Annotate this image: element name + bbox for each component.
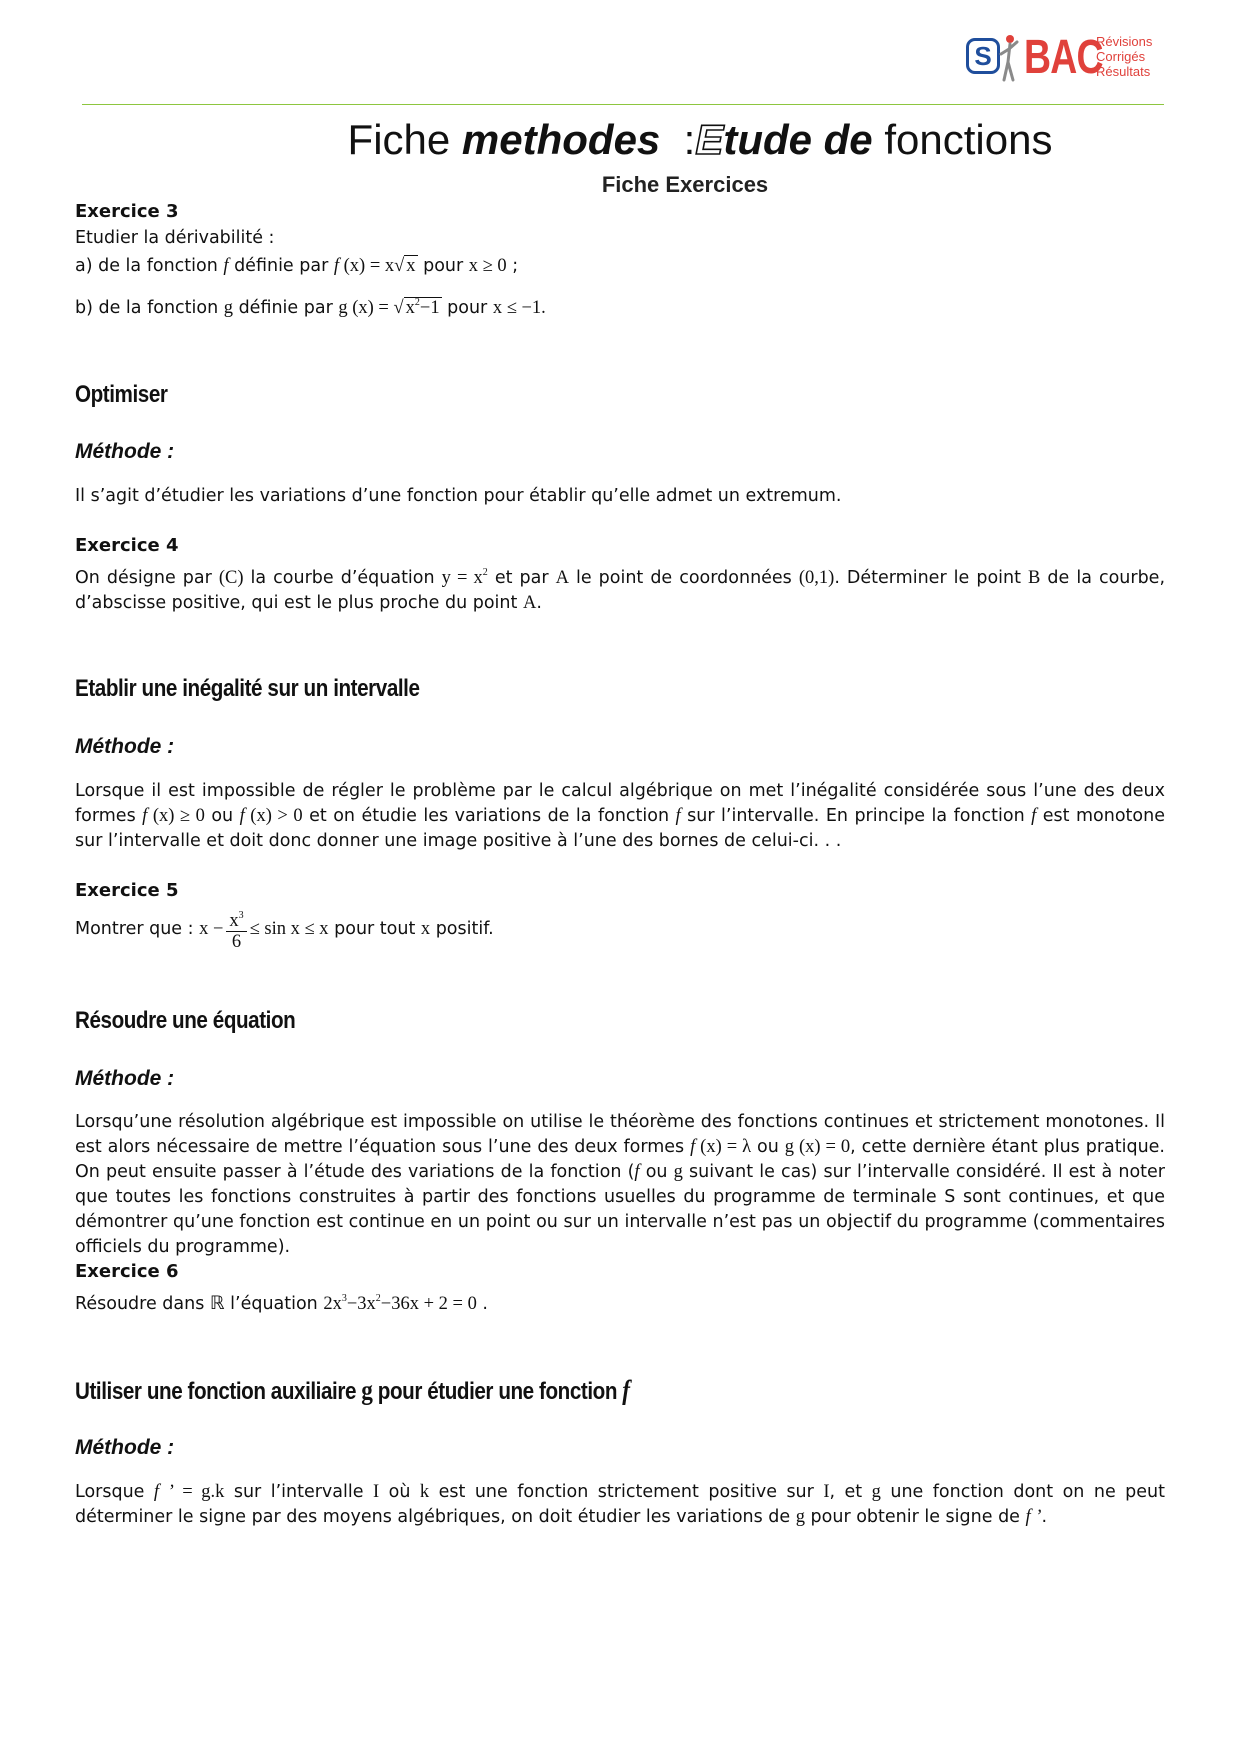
math: −3x — [346, 1294, 376, 1314]
text: pour tout — [328, 919, 421, 939]
math: x − — [199, 919, 224, 939]
text: est monotone sur l’intervalle et doit donc donner une image positive à l’une des bornes de celui-ci. . . — [75, 806, 1165, 851]
logo-word: Résultats — [1096, 64, 1151, 79]
methode-label: Méthode : — [75, 440, 175, 463]
title-separator: : — [660, 116, 696, 163]
math: 2x — [323, 1294, 342, 1314]
title-word: tude de — [723, 116, 873, 163]
math: g — [223, 298, 233, 318]
math-fraction — [226, 906, 246, 952]
text: On désigne par — [75, 568, 219, 588]
math: x — [229, 911, 239, 931]
exercise-text — [75, 906, 1165, 952]
math-radical: √ x — [394, 256, 416, 276]
text: est une fonction strictement positive sur — [429, 1482, 824, 1502]
exercise-heading: Exercice 6 — [75, 1261, 179, 1282]
methode-text — [75, 1110, 1165, 1260]
text: sur l’intervalle. En principe la fonction — [680, 806, 1032, 826]
text: l’équation — [224, 1294, 324, 1314]
title-word: fonctions — [872, 116, 1053, 163]
math: I — [823, 1482, 830, 1502]
logo-word: Corrigés — [1096, 49, 1146, 64]
text: Lorsque — [75, 1482, 154, 1502]
math: x — [405, 298, 415, 318]
math: f ’ — [153, 1482, 174, 1502]
page-title — [0, 112, 1240, 168]
text: a) de la fonction — [75, 256, 224, 276]
math: A — [522, 593, 537, 613]
text: Résoudre dans — [75, 1294, 210, 1314]
math-exponent: 2 — [375, 1293, 381, 1304]
math: (x) > 0 — [244, 806, 303, 826]
text: . — [476, 1294, 488, 1314]
text: le point de coordonnées — [568, 568, 799, 588]
text: pour obtenir le signe de — [804, 1507, 1026, 1527]
methode-label: Méthode : — [75, 1436, 175, 1459]
math: g — [871, 1482, 881, 1502]
text: sur l’intervalle — [224, 1482, 373, 1502]
math: g — [673, 1162, 683, 1182]
text: , cette dernière étant plus pratique. On peut ensuite passer à l’étude des variations de la fonction ( — [75, 1137, 1165, 1182]
math: −36x + 2 = 0 — [380, 1294, 477, 1314]
math-exponent: 3 — [238, 910, 244, 921]
text: suivant le cas) sur l’intervalle considéré. Il est à noter que toutes les fonctions construites à partir des fonctions usuelles du programme de terminale S sont continues, et que démontrer qu’une fonction est continue en un point ou sur un intervalle n’est pas un objectif du programme (commentaires officiels du programme). — [75, 1162, 1165, 1257]
math: ≤ sin x ≤ x — [249, 919, 329, 939]
exercise-heading: Exercice 3 — [75, 201, 179, 222]
math: f — [223, 256, 229, 276]
math: (x) = x — [339, 256, 395, 276]
text: définie par — [233, 298, 339, 318]
math: f ’ — [1025, 1507, 1042, 1527]
math: = g.k — [173, 1482, 225, 1502]
section-title — [75, 1375, 630, 1406]
text: Lorsque il est impossible de régler le problème par le calcul algébrique on met l’inégalité considérée sous l’une des deux formes — [75, 781, 1165, 826]
text: et par — [487, 568, 556, 588]
exercise-heading: Exercice 5 — [75, 880, 179, 901]
text: et on étudie les variations de la fonction — [302, 806, 676, 826]
math: f — [239, 806, 245, 826]
math: x — [420, 919, 431, 939]
methode-text — [75, 779, 1165, 854]
logo-badge: S — [966, 38, 1000, 74]
text: de la courbe, d’abscisse positive, qui est le plus proche du point — [75, 568, 1166, 613]
math: (0,1) — [798, 568, 835, 588]
logo-word: Révisions — [1096, 34, 1153, 49]
math: g (x) = — [338, 298, 394, 318]
text: ; — [506, 256, 519, 276]
exercise-item-b — [75, 290, 1165, 321]
math: x ≤ −1. — [492, 298, 546, 318]
math: k — [419, 1482, 430, 1502]
math: f — [675, 806, 681, 826]
methode-text — [75, 1480, 1165, 1530]
text: ou — [204, 806, 240, 826]
math: (x) = λ — [695, 1137, 752, 1157]
math: f — [142, 806, 148, 826]
title-word: methodes — [461, 116, 661, 163]
methode-text: Il s’agit d’étudier les variations d’une fonction pour établir qu’elle admet un extremum. — [75, 486, 842, 506]
exercise-text — [75, 560, 1165, 616]
math: 6 — [231, 932, 242, 952]
methode-label: Méthode : — [75, 1067, 175, 1090]
text: la courbe d’équation — [243, 568, 442, 588]
math-equation — [323, 1294, 477, 1314]
text: Utiliser une fonction auxiliaire — [75, 1378, 362, 1405]
text: pour étudier une fonction — [372, 1378, 623, 1405]
header-divider — [82, 104, 1164, 105]
exercise-heading: Exercice 4 — [75, 535, 179, 556]
exercise-intro: Etudier la dérivabilité : — [75, 228, 275, 248]
math: g (x) = 0 — [784, 1137, 851, 1157]
math: B — [1028, 568, 1041, 588]
text: une fonction dont on ne peut déterminer le signe par des moyens algébriques, on doit étudier les variations de — [75, 1482, 1166, 1527]
text: définie par — [228, 256, 334, 276]
text: où — [379, 1482, 420, 1502]
math: f — [622, 1375, 630, 1405]
logo-tagline — [1096, 34, 1152, 79]
sbac-logo — [966, 30, 1166, 86]
math: x ≥ 0 — [468, 256, 507, 276]
math: x — [406, 256, 416, 276]
page-subtitle: Fiche Exercices — [601, 172, 769, 197]
math: f — [1031, 806, 1037, 826]
math-exponent: 3 — [341, 1293, 347, 1304]
logo-figure-icon — [998, 32, 1020, 82]
math-exponent: 2 — [414, 297, 420, 308]
text: . Déterminer le point — [834, 568, 1029, 588]
text: ou — [751, 1137, 785, 1157]
text: b) de la fonction — [75, 298, 224, 318]
text: positif. — [430, 919, 494, 939]
section-title: Etablir une inégalité sur un intervalle — [75, 675, 420, 702]
math: f — [333, 256, 339, 276]
exercise-item-a — [75, 254, 1165, 279]
logo-brand: BAC — [1024, 31, 1103, 84]
math: −1 — [419, 298, 440, 318]
math-exponent: 2 — [482, 567, 488, 578]
text: Lorsqu’une résolution algébrique est impossible on utilise le théorème des fonctions continues et strictement monotones. Il est alors nécessaire de mettre l’équation sous l’une des deux formes — [75, 1112, 1165, 1157]
math: f — [634, 1162, 640, 1182]
math-radical: √ $x^2-1$ — [393, 297, 440, 318]
text: . — [536, 593, 542, 613]
text: . — [1041, 1507, 1048, 1527]
section-title: Optimiser — [75, 381, 168, 408]
math: g — [361, 1375, 373, 1405]
math: y = x — [441, 568, 483, 588]
exercise-text — [75, 1286, 1165, 1317]
math: (C) — [218, 568, 244, 588]
text: Montrer que : — [75, 919, 200, 939]
title-word: Fiche — [347, 116, 462, 163]
title-letter: E — [695, 116, 724, 163]
methode-label: Méthode : — [75, 735, 175, 758]
text: pour — [441, 298, 493, 318]
math: A — [555, 568, 569, 588]
math: g — [795, 1507, 805, 1527]
math — [442, 568, 488, 588]
math: ℝ — [209, 1294, 225, 1314]
text: pour — [417, 256, 469, 276]
text: ou — [639, 1162, 674, 1182]
math: (x) ≥ 0 — [147, 806, 205, 826]
math: I — [372, 1482, 380, 1502]
section-title: Résoudre une équation — [75, 1007, 296, 1034]
math: f — [690, 1137, 696, 1157]
text: , et — [829, 1482, 872, 1502]
